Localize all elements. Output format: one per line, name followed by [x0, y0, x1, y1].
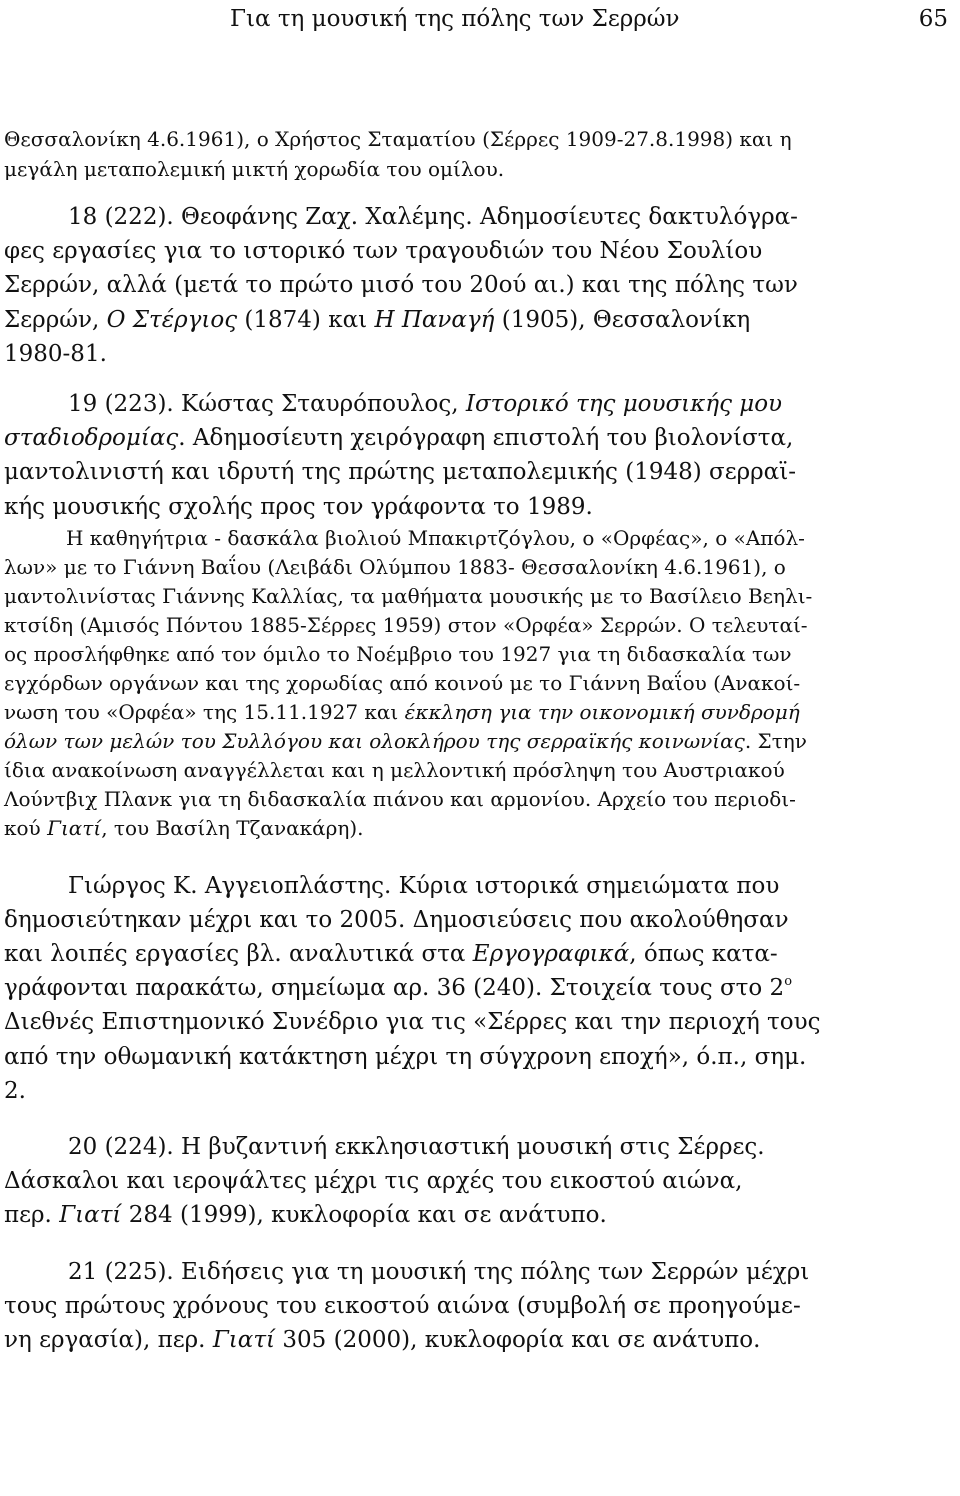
page-number: 65 [918, 6, 948, 32]
text-run: , του Βασίλη Τζανακάρη). [101, 815, 364, 840]
text-line: κτσίδη (Αμισός Πόντου 1885-Σέρρες 1959) στον «Ορφέα» Σερρών. Ο τελευταί- [4, 612, 808, 637]
text-line: 1980-81. [4, 340, 107, 367]
ordinal-superscript: ο [784, 974, 793, 990]
text-line: Λούντβιχ Πλανκ για τη διδασκαλία πιάνου και αρμονίου. Αρχείο του περιοδι- [4, 786, 796, 811]
text-line: λων» με το Γιάννη Βαΐου (Λειβάδι Ολύμπου 1883- Θεσσαλονίκη 4.6.1961), ο [4, 554, 786, 579]
text-run: 305 (2000), κυκλοφορία και σε ανάτυπο. [275, 1326, 761, 1353]
text-line: τους πρώτους χρόνους του εικοστού αιώνα (συμβολή σε προηγούμε- [4, 1292, 801, 1319]
text-line: κής μουσικής σχολής προς τον γράφοντα το 1989. [4, 493, 593, 520]
text-line: ος προσλήφθηκε από τον όμιλο το Νοέμβριο του 1927 για τη διδασκαλία των [4, 641, 792, 666]
text-run: νη εργασία), περ. [4, 1326, 213, 1353]
italic-quote: έκκληση για την οικονομική συνδρομή [404, 699, 800, 724]
text-run: (1874) και [237, 306, 375, 333]
text-line: Θεσσαλονίκη 4.6.1961), ο Χρήστος Σταματίου (Σέρρες 1909-27.8.1998) και η [4, 127, 792, 151]
text-line: ίδια ανακοίνωση αναγγέλλεται και η μελλοντική πρόσληψη του Αυστριακού [4, 757, 785, 782]
italic-title: Γιατί [212, 1326, 276, 1353]
text-line [4, 971, 954, 1005]
note-17-continuation [4, 124, 954, 184]
italic-title: Ιστορικό της μουσικής μου [465, 390, 783, 417]
text-line: δημοσιεύτηκαν μέχρι και το 2005. Δημοσιεύσεις που ακολούθησαν [4, 906, 789, 933]
text-line: 18 (222). Θεοφάνης Ζαχ. Χαλέμης. Αδημοσίευτες δακτυλόγρα- [68, 204, 798, 230]
note-19 [4, 387, 954, 843]
text-line [4, 1323, 954, 1357]
text-line: μαντολινίστας Γιάννης Καλλίας, τα μαθήματα μουσικής με το Βασίλειο Βεηλι- [4, 583, 813, 608]
text-line: από την οθωμανική κατάκτηση μέχρι τη σύγχρονη εποχή», ό.π., σημ. [4, 1043, 807, 1070]
text-run: Σερρών, [4, 306, 107, 333]
note-21 [4, 1255, 954, 1358]
italic-title: Εργογραφικά [472, 941, 630, 968]
text-line: Διεθνές Επιστημονικό Συνέδριο για τις «Σέρρες και την περιοχή τους [4, 1009, 821, 1036]
page-body [4, 124, 954, 1357]
note-19-quote [4, 524, 954, 843]
text-line: φες εργασίες για το ιστορικό των τραγουδιών του Νέου Σουλίου [4, 238, 763, 265]
italic-title: Γιατί [47, 815, 102, 840]
note-20 [4, 1130, 954, 1233]
italic-title: σταδιοδρομίας [4, 425, 179, 452]
text-line [4, 303, 954, 337]
text-run: . Αδημοσίευτη χειρόγραφη επιστολή του βιολονίστα, [178, 425, 794, 452]
text-run: (1905), Θεσσαλονίκη [494, 306, 751, 333]
text-line: μαντολινιστή και ιδρυτή της πρώτης μεταπολεμικής (1948) σερραϊ- [4, 459, 797, 486]
text-line [4, 698, 954, 727]
running-header [0, 6, 960, 36]
note-18 [4, 200, 954, 371]
text-line [4, 814, 954, 843]
text-run: , όπως κατα- [629, 941, 778, 968]
italic-title: Ο Στέργιος [106, 306, 238, 333]
text-line: 2. [4, 1077, 26, 1104]
text-run: 19 (223). Κώστας Σταυρόπουλος, [68, 390, 466, 417]
italic-quote: όλων των μελών του Συλλόγου και ολοκλήρου της σερραϊκής κοινωνίας [4, 728, 745, 753]
italic-title: Γιατί [59, 1202, 122, 1229]
text-line: 20 (224). Η βυζαντινή εκκλησιαστική μουσική στις Σέρρες. [68, 1134, 765, 1160]
text-line: Σερρών, αλλά (μετά το πρώτο μισό του 20ού αι.) και της πόλης των [4, 272, 798, 299]
text-line [4, 421, 954, 455]
text-line [4, 1198, 954, 1232]
text-line: 21 (225). Ειδήσεις για τη μουσική της πόλης των Σερρών μέχρι [68, 1258, 810, 1285]
text-line [4, 937, 954, 971]
text-run: γράφονται παρακάτω, σημείωμα αρ. 36 (240). Στοιχεία τους στο 2 [4, 975, 785, 1002]
text-run: 284 (1999), κυκλοφορία και σε ανάτυπο. [121, 1202, 607, 1229]
author-paragraph [4, 869, 954, 1108]
text-run: κού [4, 815, 48, 840]
text-run: νωση του «Ορφέα» της 15.11.1927 και [4, 699, 405, 724]
text-line: Δάσκαλοι και ιεροψάλτες μέχρι τις αρχές του εικοστού αιώνα, [4, 1168, 743, 1195]
text-line [4, 387, 954, 421]
text-run: . Στην [744, 728, 807, 753]
text-line [4, 727, 954, 756]
italic-title: Η Παναγή [374, 306, 495, 333]
text-line: εγχόρδων οργάνων και της χορωδίας από κοινού με το Γιάννη Βαΐου (Ανακοί- [4, 670, 801, 695]
text-run: και λοιπές εργασίες βλ. αναλυτικά στα [4, 941, 473, 968]
text-run: περ. [4, 1202, 60, 1229]
text-line: Γιώργος Κ. Αγγειοπλάστης. Κύρια ιστορικά σημειώματα που [68, 872, 780, 899]
running-title: Για τη μουσική της πόλης των Σερρών [230, 6, 680, 32]
text-line: μεγάλη μεταπολεμική μικτή χορωδία του ομίλου. [4, 157, 505, 181]
text-line: Η καθηγήτρια - δασκάλα βιολιού Μπακιρτζόγλου, ο «Ορφέας», ο «Απόλ- [66, 525, 805, 550]
